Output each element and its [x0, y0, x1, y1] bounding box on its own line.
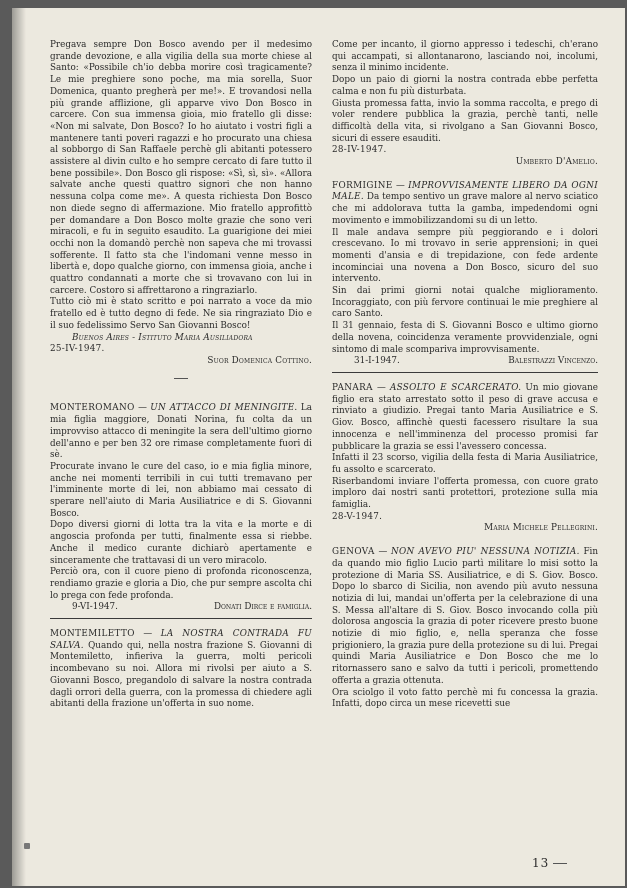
article-date: 28-IV-1947. [332, 145, 387, 156]
article-monteromano: MONTEROMANO — UN ATTACCO DI MENINGITE. La mia figlia maggiore, Donati Norina, fu colta da un improvviso attacco di meningite la sera dell'ultimo giorno dell'anno e per ben 32 ore rimase completamente fuori di sè. [50, 403, 312, 461]
article-city: PANARA [332, 382, 373, 393]
article-formigine: FORMIGINE — IMPROVVISAMENTE LIBERO DA OGNI MALE. Da tempo sentivo un grave malore al nervo sciatico che mi addolorava tutta la gamba, impedendomi ogni movimento e immobilizzandomi su di un letto. [332, 180, 598, 226]
article-paragraph: Il 31 gennaio, festa di S. Giovanni Bosco e ultimo giorno della novena, coincidenza veramente provvidenziale, ogni sintomo di male scompariva improvvisamente. [332, 321, 598, 355]
article-paragraph: Ora sciolgo il voto fatto perchè mi fu concessa la grazia. Infatti, dopo circa un mese ricevetti sue [332, 687, 598, 710]
margin-mark [24, 843, 30, 849]
article-title: ASSOLTO E SCARCERATO. [389, 382, 522, 393]
article-text: Fin da quando mio figlio Lucio partì militare lo misi sotto la protezione di Maria SS. Ausiliatrice, e di S. Giov. Bosco. Dopo lo sbarco di Sicilia, non avendo più avuto nessuna notizia di lui, mandai un'offerta per la celebrazione di una S. Messa all'altare di S. Giov. Bosco invocando colla più dolorosa angoscia la grazia di poter ricevere presto buone notizie di mio figlio, e, nella speranza che fosse prigioniero, la grazia pure della protezione su di lui. Pregai quindi Maria Ausiliatrice e Don Bosco che me lo ritornassero sano e salvo da tutti i pericoli, promettendo offerta a grazia ottenuta. [332, 547, 599, 686]
page-number-dash [553, 863, 567, 864]
article-text: La mia figlia maggiore, Donati Norina, fu colta da un improvviso attacco di meningite la sera dell'ultimo giorno dell'anno e per ben 32 ore rimase completamente fuori di sè. [50, 403, 312, 461]
separator-dash [50, 374, 312, 386]
article-date: 9-VI-1947. [72, 602, 118, 613]
article-paragraph: Come per incanto, il giorno appresso i tedeschi, ch'erano qui accampati, si allontanarono, lasciando noi, incolumi, senza il minimo incidente. [332, 40, 598, 74]
article-paragraph: Perciò ora, con il cuore pieno di profonda riconoscenza, rendiamo grazie e gloria a Dio, che pur sempre ascolta chi lo prega con fede profonda. [50, 567, 312, 601]
article-montemiletto: MONTEMILETTO — LA NOSTRA CONTRADA FU SALVA. Quando qui, nella nostra frazione S. Giovanni di Montemiletto, infieriva la guerra, molti pericoli incombevano su noi. Allora mi rivolsi per aiuto a S. Giovanni Bosco, pregandolo di salvare la nostra contrada dagli orrori della guerra, con la promessa di chiedere agli abitanti della frazione un'offerta in suo nome. [50, 629, 313, 710]
article-paragraph: Giusta promessa fatta, invio la somma raccolta, e prego di voler rendere pubblica la grazia, perchè tanti, nelle difficoltà della vita, si rivolgano a San Giovanni Bosco, sicuri di essere esauditi. [332, 98, 598, 144]
article-paragraph: Procurate invano le cure del caso, io e mia figlia minore, anche nei momenti terribili in cui tutti tremavano per l'imminente morte di lei, non abbiamo mai cessato di sperare nell'aiuto di Maria Ausiliatrice e di S. Giovanni Bosco. [50, 461, 312, 519]
binding-shadow [12, 8, 26, 886]
article-signature: Donati Dirce e famiglia. [213, 602, 312, 613]
article-paragraph: Dopo un paio di giorni la nostra contrada ebbe perfetta calma e non fu più disturbata. [332, 75, 598, 97]
article-paragraph: Dopo diversi giorni di lotta tra la vita e la morte e di angoscia profonda per tutti, finalmente essa si riebbe. Anche il medico curante dichiarò apertamente e sinceramente che trattavasi di un vero miracolo. [50, 520, 312, 566]
article-city: FORMIGINE [332, 180, 393, 191]
intro-paragraph-2: Tutto ciò mi è stato scritto e poi narrato a voce da mio fratello ed è tutto degno di fede. Ne sia ringraziato Dio e il suo fedelissimo Servo San Giovanni Bosco! [50, 297, 312, 331]
intro-paragraph: Pregava sempre Don Bosco avendo per il medesimo grande devozione, e alla vigilia della sua morte chiese al Santo: «Possibile ch'io debba morire così tragicamente? Le mie preghiere sono poche, ma mia sorella, Suor Domenica, quanto pregherà per me!». E trovandosi nella più grande afflizione, gli apparve vivo Don Bosco in carcere. Con sua immensa gioia, mio fratello gli disse: «Non mi salvate, Don Bosco? Io ho aiutato i vostri figli a mantenere tanti poveri ragazzi e ho procurato una chiesa al sobborgo di San Raffaele perchè gli abitanti potessero assistere al divin culto e ho sempre cercato di fare tutto il bene possibile». Don Bosco gli rispose: «Sì, sì, sì». «Allora salvate anche questi quattro signori che non hanno nessuna colpa come me». A questa richiesta Don Bosco non diede segno di affermazione. Mio fratello approfittò per domandare a Don Bosco molte grazie che sono veri miracoli, e fu in seguito esaudito. La guarigione dei miei occhi non la domandò perchè non sapeva che mi trovassi sofferente. Il fatto sta che l'indomani venne messo in libertà e, dopo qualche giorno, con immensa gioia, anche i quattro condannati a morte che si trovavano con lui in carcere. Costoro si affrettarono a ringraziarlo. [50, 40, 312, 296]
article-genova: GENOVA — NON AVEVO PIU' NESSUNA NOTIZIA. Fin da quando mio figlio Lucio partì militare lo misi sotto la protezione di Maria SS. Ausiliatrice, e di S. Giov. Bosco. Dopo lo sbarco di Sicilia, non avendo più avuto nessuna notizia di lui, mandai un'offerta per la celebrazione di una S. Messa all'altare di S. Giov. Bosco invocando colla più dolorosa angoscia la grazia di poter ricevere presto buone notizie di mio figlio, e, nella speranza che fosse prigioniero, la grazia pure della protezione su di lui. Pregai quindi Maria Ausiliatrice e Don Bosco che me lo ritornassero sano e salvo da tutti i pericoli, promettendo offerta a grazia ottenuta. [332, 547, 599, 686]
separator-rule [332, 372, 598, 373]
separator-rule [50, 618, 312, 619]
article-title: IMPROVVISAMENTE LIBERO DA OGNI MALE. [332, 180, 598, 203]
article-signature: Balestrazzi Vincenzo. [508, 356, 598, 367]
article-title: UN ATTACCO DI MENINGITE. [150, 403, 298, 414]
article-text: Da tempo sentivo un grave malore al nervo sciatico che mi addolorava tutta la gamba, impedendomi ogni movimento e immobilizzandomi su di un letto. [332, 192, 598, 226]
page-number [532, 856, 567, 870]
article-text: Un mio giovane figlio era stato arrestato sotto il peso di grave accusa e rinviato a giudizio. Pregai tanto Maria Ausiliatrice e S. Giov. Bosco, affinchè questi facessero risultare la sua innocenza e nell'imminenza del processo promisi far pubblicare la grazia se essi l'avessero concessa. [332, 382, 599, 452]
article-panara: PANARA — ASSOLTO E SCARCERATO. Un mio giovane figlio era stato arrestato sotto il peso di grave accusa e rinviato a giudizio. Pregai tanto Maria Ausiliatrice e S. Giov. Bosco, affinchè questi facessero risultare la sua innocenza e nell'imminenza del processo promisi far pubblicare la grazia se essi l'avessero concessa. [332, 382, 599, 452]
article-paragraph: Infatti il 23 scorso, vigilia della festa di Maria Ausiliatrice, fu assolto e scarcerato. [332, 453, 598, 475]
article-date: 31-I-1947. [354, 356, 400, 367]
article-paragraph: Il male andava sempre più peggiorando e i dolori crescevano. Io mi trovavo in serie apprensioni; in quei momenti d'ansia e di trepidazione, con fede ardente incominciai una novena a Don Bosco, sicuro del suo intervento. [332, 227, 598, 285]
document-page [12, 8, 625, 886]
article-city: MONTEMILETTO [50, 629, 135, 640]
intro-signature: Suor Domenica Cottino. [207, 355, 312, 366]
article-date: 28-V-1947. [332, 511, 383, 522]
article-footer [332, 356, 598, 368]
article-city: MONTEROMANO [50, 403, 135, 414]
article-text: Quando qui, nella nostra frazione S. Giovanni di Montemiletto, infieriva la guerra, molti pericoli incombevano su noi. Allora mi rivolsi per aiuto a S. Giovanni Bosco, pregandolo di salvare la nostra contrada dagli orrori della guerra, con la promessa di chiedere agli abitanti della frazione un'offerta in suo nome. [50, 640, 313, 710]
article-signature: Umberto D'Amelio. [515, 157, 598, 168]
intro-date: 25-IV-1947. [50, 344, 105, 355]
page-number-text: 13 [532, 856, 550, 870]
article-signature: Maria Michele Pellegrini. [484, 523, 598, 534]
intro-place: Buenos Aires - Istituto Maria Ausiliadora [72, 332, 253, 343]
right-column [332, 40, 598, 711]
article-title: NON AVEVO PIU' NESSUNA NOTIZIA. [391, 547, 580, 558]
left-column [50, 40, 312, 711]
article-footer [50, 602, 312, 614]
article-paragraph: Sin dai primi giorni notai qualche miglioramento. Incoraggiato, con più fervore continuai le mie preghiere al caro Santo. [332, 286, 598, 320]
article-city: GENOVA [332, 547, 375, 558]
article-title: LA NOSTRA CONTRADA FU SALVA. [50, 629, 312, 651]
article-paragraph: Riserbandomi inviare l'offerta promessa, con cuore grato imploro dai nostri santi protettori, protezione sulla mia famiglia. [332, 476, 598, 511]
